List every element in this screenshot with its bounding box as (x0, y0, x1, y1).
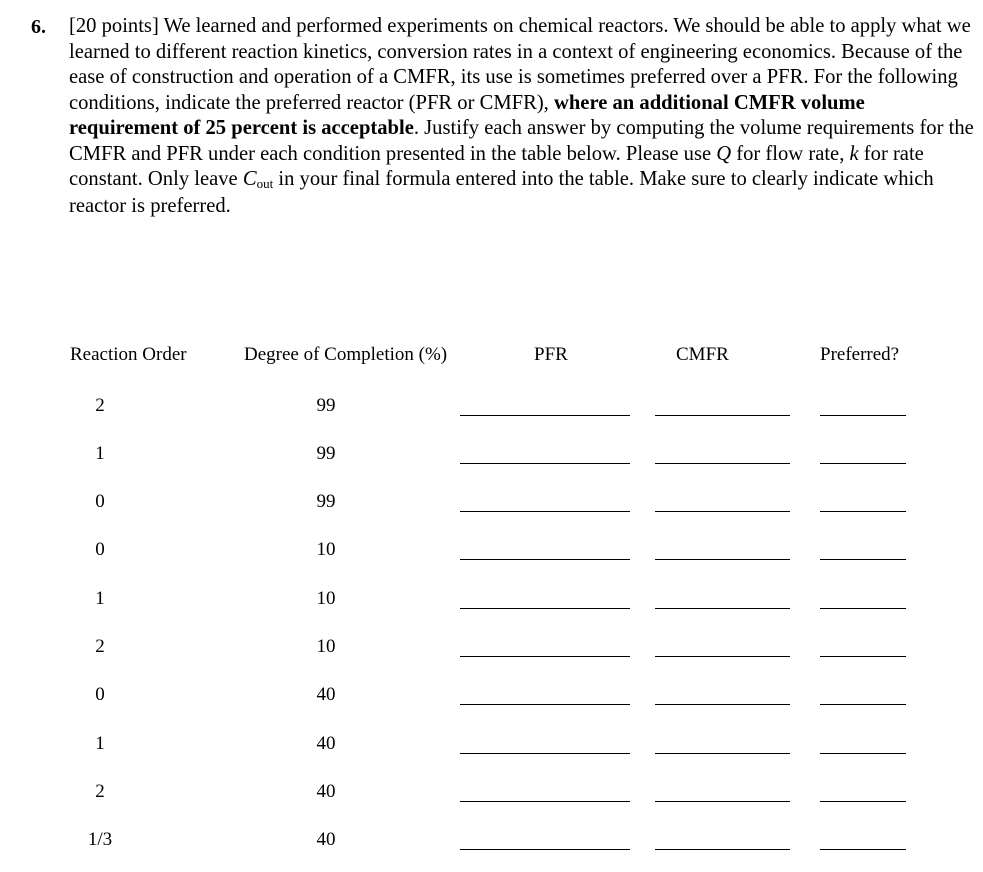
question-bold-requirement: where an additional CMFR volume requirement of 25 percent is acceptable (69, 91, 865, 139)
pfr-answer-blank[interactable] (460, 415, 630, 416)
table-row (0, 491, 983, 521)
cmfr-answer-blank[interactable] (655, 753, 790, 754)
question-text-part-2: . Justify each answer by computing the volume requirements for the CMFR and PFR under each condition presented in the table below. Please use (69, 117, 974, 165)
table-row (0, 588, 983, 618)
preferred-answer-blank[interactable] (820, 753, 906, 754)
reaction-order-value: 1/3 (87, 829, 113, 850)
degree-value: 99 (316, 395, 336, 416)
reaction-order-value: 1 (95, 733, 105, 754)
cmfr-answer-blank[interactable] (655, 704, 790, 705)
degree-value: 40 (316, 781, 336, 802)
preferred-answer-blank[interactable] (820, 704, 906, 705)
cmfr-answer-blank[interactable] (655, 511, 790, 512)
degree-value: 99 (316, 443, 336, 464)
question-text-part-3: for flow rate, (731, 142, 850, 165)
question-text-part-4: for rate constant. Only leave (69, 142, 924, 190)
rate-constant-symbol: k (849, 142, 859, 165)
flow-rate-symbol: Q (716, 142, 732, 165)
reaction-order-value: 0 (95, 684, 105, 705)
pfr-answer-blank[interactable] (460, 608, 630, 609)
table-row (0, 443, 983, 473)
pfr-answer-blank[interactable] (460, 801, 630, 802)
preferred-answer-blank[interactable] (820, 656, 906, 657)
reaction-order-value: 1 (95, 588, 105, 609)
concentration-symbol: C (242, 168, 257, 190)
cmfr-answer-blank[interactable] (655, 463, 790, 464)
table-row (0, 684, 983, 714)
degree-value: 10 (316, 636, 336, 657)
reaction-order-value: 2 (95, 636, 105, 657)
degree-value: 99 (316, 491, 336, 512)
pfr-answer-blank[interactable] (460, 656, 630, 657)
table-row (0, 539, 983, 569)
cmfr-answer-blank[interactable] (655, 559, 790, 560)
table-row (0, 636, 983, 666)
degree-value: 40 (316, 684, 336, 705)
table-row (0, 733, 983, 763)
question-number: 6. (31, 16, 46, 38)
reaction-order-value: 0 (95, 539, 105, 560)
pfr-answer-blank[interactable] (460, 463, 630, 464)
preferred-answer-blank[interactable] (820, 801, 906, 802)
preferred-answer-blank[interactable] (820, 608, 906, 609)
question-text (69, 14, 974, 219)
degree-value: 40 (316, 829, 336, 850)
pfr-answer-blank[interactable] (460, 753, 630, 754)
preferred-answer-blank[interactable] (820, 463, 906, 464)
pfr-answer-blank[interactable] (460, 849, 630, 850)
preferred-answer-blank[interactable] (820, 849, 906, 850)
cmfr-answer-blank[interactable] (655, 849, 790, 850)
preferred-answer-blank[interactable] (820, 559, 906, 560)
preferred-answer-blank[interactable] (820, 511, 906, 512)
cmfr-answer-blank[interactable] (655, 415, 790, 416)
header-reaction-order: Reaction Order (70, 344, 187, 365)
reaction-order-value: 2 (95, 781, 105, 802)
degree-value: 40 (316, 733, 336, 754)
table-row (0, 395, 983, 425)
concentration-subscript: out (256, 176, 274, 191)
header-preferred: Preferred? (820, 344, 900, 365)
pfr-answer-blank[interactable] (460, 511, 630, 512)
question-text-part-5: in your final formula entered into the table. Make sure to clearly indicate which reactor is preferred. (69, 168, 934, 217)
cmfr-answer-blank[interactable] (655, 656, 790, 657)
reaction-order-value: 0 (95, 491, 105, 512)
preferred-answer-blank[interactable] (820, 415, 906, 416)
table-row (0, 829, 983, 859)
table-row (0, 781, 983, 811)
degree-value: 10 (316, 539, 336, 560)
cmfr-answer-blank[interactable] (655, 608, 790, 609)
header-cmfr: CMFR (676, 344, 729, 365)
question-text-part-1: [20 points] We learned and performed experiments on chemical reactors. We should be able to apply what we learned to different reaction kinetics, conversion rates in a context of engineering economics. Because of the ease of construction and operation of a CMFR, its use is sometimes preferred over a PFR. For the following conditions, indicate the preferred reactor (PFR or CMFR), (69, 15, 971, 114)
header-degree-of-completion: Degree of Completion (%) (244, 344, 448, 365)
pfr-answer-blank[interactable] (460, 559, 630, 560)
reaction-order-value: 2 (95, 395, 105, 416)
degree-value: 10 (316, 588, 336, 609)
pfr-answer-blank[interactable] (460, 704, 630, 705)
cmfr-answer-blank[interactable] (655, 801, 790, 802)
header-pfr: PFR (534, 344, 568, 365)
reaction-order-value: 1 (95, 443, 105, 464)
